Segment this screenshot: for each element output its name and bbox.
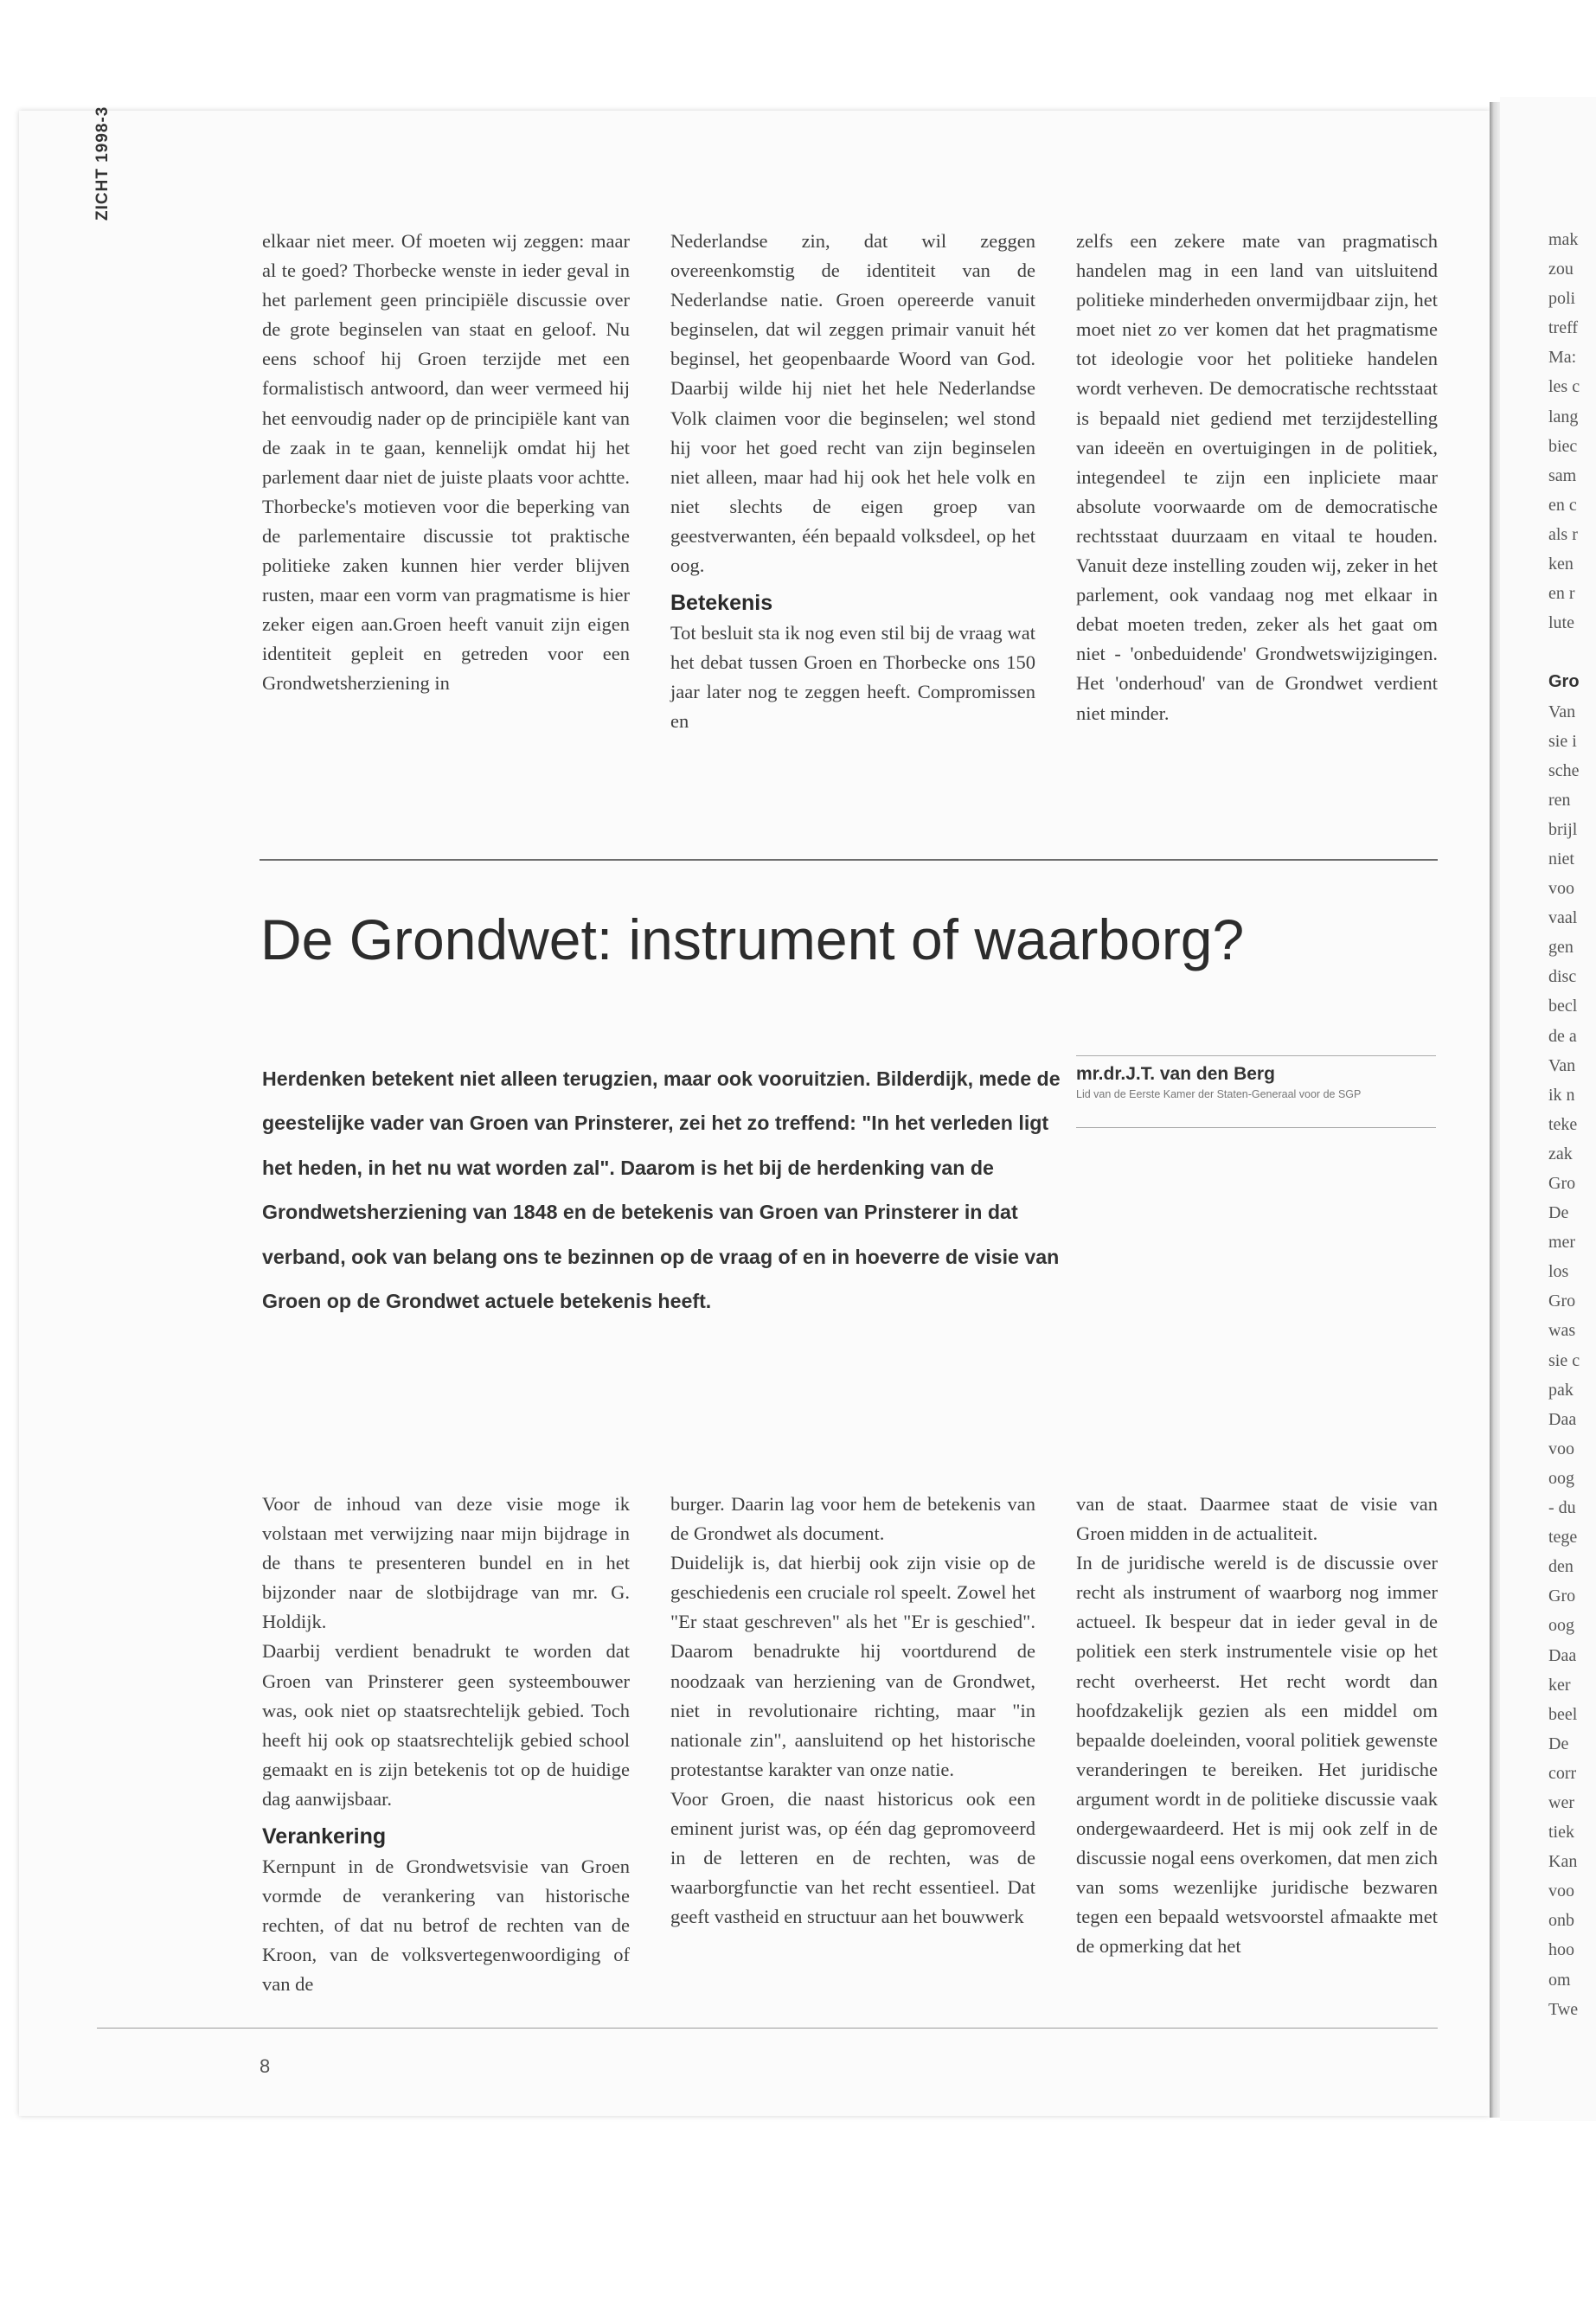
facing-page-line: en c bbox=[1548, 495, 1577, 515]
author-block bbox=[1076, 1064, 1436, 1100]
facing-page-line: ik n bbox=[1548, 1085, 1575, 1105]
facing-page-line: Kan bbox=[1548, 1852, 1578, 1872]
section-heading: Betekenis bbox=[670, 591, 773, 616]
facing-page-line: voo bbox=[1548, 1439, 1574, 1458]
facing-page-line: sie c bbox=[1548, 1350, 1580, 1370]
facing-page-line: tiek bbox=[1548, 1823, 1574, 1843]
facing-page-line: brijl bbox=[1548, 819, 1578, 839]
facing-page-line: beel bbox=[1548, 1704, 1578, 1724]
paragraph: Voor de inhoud van deze visie moge ik volstaan met verwijzing naar mijn bijdrage in de thans te presenteren bundel en in het bijzonder naar de slotbijdrage van mr. G. Holdijk. bbox=[262, 1493, 630, 1633]
facing-page-line: les c bbox=[1548, 377, 1580, 397]
facing-page-line: disc bbox=[1548, 967, 1577, 987]
paragraph: Kernpunt in de Grondwetsvisie van Groen vormde de verankering van historische rechten, of dat nu betrof de rechten van de Kroon, van de volksvertegenwoordiging of van de bbox=[262, 1856, 630, 1996]
author-bottom-rule bbox=[1076, 1127, 1436, 1128]
facing-page-line: lute bbox=[1548, 613, 1574, 633]
facing-page-line: Daa bbox=[1548, 1409, 1577, 1429]
facing-page-line bbox=[1548, 638, 1596, 667]
facing-page-line: zou bbox=[1548, 260, 1574, 279]
author-name: mr.dr.J.T. van den Berg bbox=[1076, 1064, 1275, 1084]
facing-page-line: den bbox=[1548, 1557, 1574, 1577]
facing-page-line: en r bbox=[1548, 584, 1575, 604]
facing-page-line: gen bbox=[1548, 938, 1574, 958]
facing-page-line: lang bbox=[1548, 407, 1579, 426]
paragraph: In de juridische wereld is de discussie over recht als instrument of waarborg nog immer actueel. Ik bespeur dat in ieder geval in de politiek een sterk instrumentele visie op het recht overheerst. Het recht wordt dan hoofdzakelijk gezien als een middel om bepaalde doeleinden, vooral politiek gewenste veranderingen te bereiken. Het juridische argument wordt in de politieke discussie vaak ondergewaardeerd. Het is mij ook zelf in de discussie nogal eens overkomen, dat men zich van soms wezenlijke juridische bezwaren tegen een bepaald wetsvoorstel afmaakte met de opmerking dat het bbox=[1076, 1552, 1438, 1958]
top-column-3 bbox=[1076, 227, 1438, 728]
facing-page-line: Van bbox=[1548, 1055, 1576, 1075]
facing-page bbox=[1500, 97, 1596, 2121]
facing-page-line: onb bbox=[1548, 1911, 1574, 1931]
facing-page-line: sam bbox=[1548, 465, 1577, 485]
facing-page-line: Daa bbox=[1548, 1645, 1577, 1665]
spine-label: ZICHT 1998-3 bbox=[93, 106, 112, 221]
facing-page-line: Gro bbox=[1548, 672, 1580, 692]
paragraph: Duidelijk is, dat hierbij ook zijn visie op de geschiedenis een cruciale rol speelt. Zowel het "Er staat geschreven" als het "Er is geschied". Daarom benadrukte hij voortdurend de noodzaak van herziening van de Grondwet, niet in revolutionaire richting, maar "in nationale zin", aansluitend op het historische protestantse karakter van onze natie. bbox=[670, 1552, 1035, 1780]
facing-page-line: Twe bbox=[1548, 1999, 1579, 2019]
facing-page-line: Gro bbox=[1548, 1292, 1576, 1311]
paragraph: elkaar niet meer. Of moeten wij zeggen: maar al te goed? Thorbecke wenste in ieder geval in het parlement geen principiële discussie over de grote beginselen van staat en geloof. Nu eens schoof hij Groen terzijde met een formalistisch antwoord, dan weer vermeed hij het eenvoudig nader op de principiële kant van de zaak in te gaan, kennelijk omdat hij het parlement daar niet de juiste plaats voor achtte. Thorbecke's motieven voor die beperking van de parlementaire discussie tot praktische politieke zaken kunnen hier verder blijven rusten, maar een vorm van pragmatisme is hier zeker eigen aan.Groen heeft vanuit zijn eigen identiteit gepleit en getreden voor een Grondwetsherziening in bbox=[262, 230, 630, 695]
paragraph: Tot besluit sta ik nog even stil bij de vraag wat het debat tussen Groen en Thorbecke ons 150 jaar later nog te zeggen heeft. Compromissen en bbox=[670, 622, 1035, 733]
book-gutter bbox=[1490, 102, 1500, 2118]
facing-page-line: pak bbox=[1548, 1380, 1574, 1400]
facing-page-line: los bbox=[1548, 1262, 1569, 1282]
author-role: Lid van de Eerste Kamer der Staten-Generaal voor de SGP bbox=[1076, 1088, 1362, 1100]
facing-page-line: oog bbox=[1548, 1468, 1574, 1488]
facing-page-line: treff bbox=[1548, 318, 1579, 338]
paragraph: zelfs een zekere mate van pragmatisch handelen mag in een land van uitsluitend politieke minderheden onvermijdbaar zijn, het moet niet zo ver komen dat het pragmatisme tot ideologie voor het politieke handelen wordt verheven. De democratische rechtsstaat is bepaald niet gediend met terzijdestelling van ideeën en overtuigingen in de politiek, integendeel te zijn een inpliciete maar absolute voorwaarde om de democratische rechtsstaat duurzaam en vitaal te houden. Vanuit deze instelling zouden wij, zeker in het parlement, ook vandaag nog met elkaar in debat moeten treden, zeker als het gaat om niet - 'onbeduidende' Grondwetswijzigingen. Het 'onderhoud' van de Grondwet verdient niet minder. bbox=[1076, 230, 1438, 724]
article-intro: Herdenken betekent niet alleen terugzien, maar ook vooruitzien. Bilderdijk, mede de geestelijke vader van Groen van Prinsterer, zei het zo treffend: "In het verleden ligt het heden, in het nu wat worden zal". Daarom is het bij de herdenking van de Grondwetsherziening van 1848 en de betekenis van Groen van Prinsterer in dat verband, ook van belang ons te bezinnen op de vraag of en in hoeverre de visie van Groen op de Grondwet actuele betekenis heeft. bbox=[262, 1067, 1061, 1313]
bottom-column-3 bbox=[1076, 1490, 1438, 1962]
facing-page-line: wer bbox=[1548, 1792, 1574, 1812]
facing-page-line: niet bbox=[1548, 849, 1574, 868]
facing-page-line: tege bbox=[1548, 1528, 1578, 1548]
facing-page-line: becl bbox=[1548, 997, 1578, 1016]
facing-page-line: sche bbox=[1548, 760, 1580, 780]
facing-page-line: ren bbox=[1548, 790, 1571, 810]
article-title: De Grondwet: instrument of waarborg? bbox=[260, 907, 1245, 971]
facing-page-line: ker bbox=[1548, 1675, 1571, 1695]
facing-page-line: zak bbox=[1548, 1144, 1573, 1163]
page-number: 8 bbox=[260, 2055, 271, 2077]
paragraph: Voor Groen, die naast historicus ook een eminent jurist was, op één dag gepromoveerd in de letteren en de rechten, was de waarborgfunctie van het recht essentieel. Dat geeft vastheid en structuur aan het bouwwerk bbox=[670, 1787, 1035, 1928]
facing-page-line: De bbox=[1548, 1734, 1569, 1753]
facing-page-line: als r bbox=[1548, 524, 1578, 544]
facing-page-line: hoo bbox=[1548, 1940, 1574, 1960]
facing-page-line: voo bbox=[1548, 1881, 1574, 1901]
facing-page-line: Van bbox=[1548, 702, 1576, 721]
paragraph: van de staat. Daarmee staat de visie van Groen midden in de actualiteit. bbox=[1076, 1493, 1438, 1545]
facing-page-line: om bbox=[1548, 1970, 1571, 1990]
facing-page-line: mak bbox=[1548, 230, 1579, 249]
divider bbox=[260, 859, 1438, 861]
facing-page-line: mer bbox=[1548, 1233, 1576, 1253]
paragraph: burger. Daarin lag voor hem de betekenis van de Grondwet als document. bbox=[670, 1493, 1035, 1545]
facing-page-line: was bbox=[1548, 1321, 1576, 1341]
facing-page-line: vaal bbox=[1548, 908, 1578, 928]
bottom-column-1 bbox=[262, 1490, 630, 2000]
facing-page-line: biec bbox=[1548, 436, 1578, 456]
top-column-2 bbox=[670, 227, 1035, 737]
footer-rule bbox=[97, 2028, 1438, 2029]
bottom-column-2 bbox=[670, 1490, 1035, 1932]
facing-page-line: ken bbox=[1548, 554, 1574, 574]
facing-page-line: de a bbox=[1548, 1026, 1577, 1046]
facing-page-line: Ma: bbox=[1548, 348, 1577, 368]
facing-page-column bbox=[1548, 225, 1596, 2024]
top-column-1 bbox=[262, 227, 630, 699]
facing-page-line: oog bbox=[1548, 1616, 1574, 1636]
facing-page-line: Gro bbox=[1548, 1174, 1576, 1193]
facing-page-line: De bbox=[1548, 1203, 1569, 1223]
author-top-rule bbox=[1076, 1055, 1436, 1056]
facing-page-line: poli bbox=[1548, 289, 1576, 309]
facing-page-line: voo bbox=[1548, 879, 1574, 899]
facing-page-line: sie i bbox=[1548, 731, 1577, 751]
paragraph: Nederlandse zin, dat wil zeggen overeenkomstig de identiteit van de Nederlandse natie. Groen opereerde vanuit beginselen, dat wil zeggen primair vanuit hét beginsel, het geopenbaarde Woord van God. Daarbij wilde hij niet het hele Nederlandse Volk claimen voor die beginselen; wel stond hij voor het goed recht van zijn beginselen niet alleen, maar had hij ook het hele volk en niet slechts de eigen groep van geestverwanten, één bepaald volksdeel, op het oog. bbox=[670, 230, 1035, 577]
facing-page-line: teke bbox=[1548, 1114, 1578, 1134]
facing-page-line: - du bbox=[1548, 1498, 1576, 1518]
facing-page-line: corr bbox=[1548, 1763, 1577, 1783]
facing-page-line: Gro bbox=[1548, 1586, 1576, 1606]
section-heading: Verankering bbox=[262, 1824, 387, 1849]
paragraph: Daarbij verdient benadrukt te worden dat Groen van Prinsterer geen systeembouwer was, ook niet op staatsrechtelijk gebied. Toch heeft hij ook op staatsrechtelijk gebied school gemaakt en is zijn betekenis tot op de huidige dag aanwijsbaar. bbox=[262, 1640, 630, 1810]
